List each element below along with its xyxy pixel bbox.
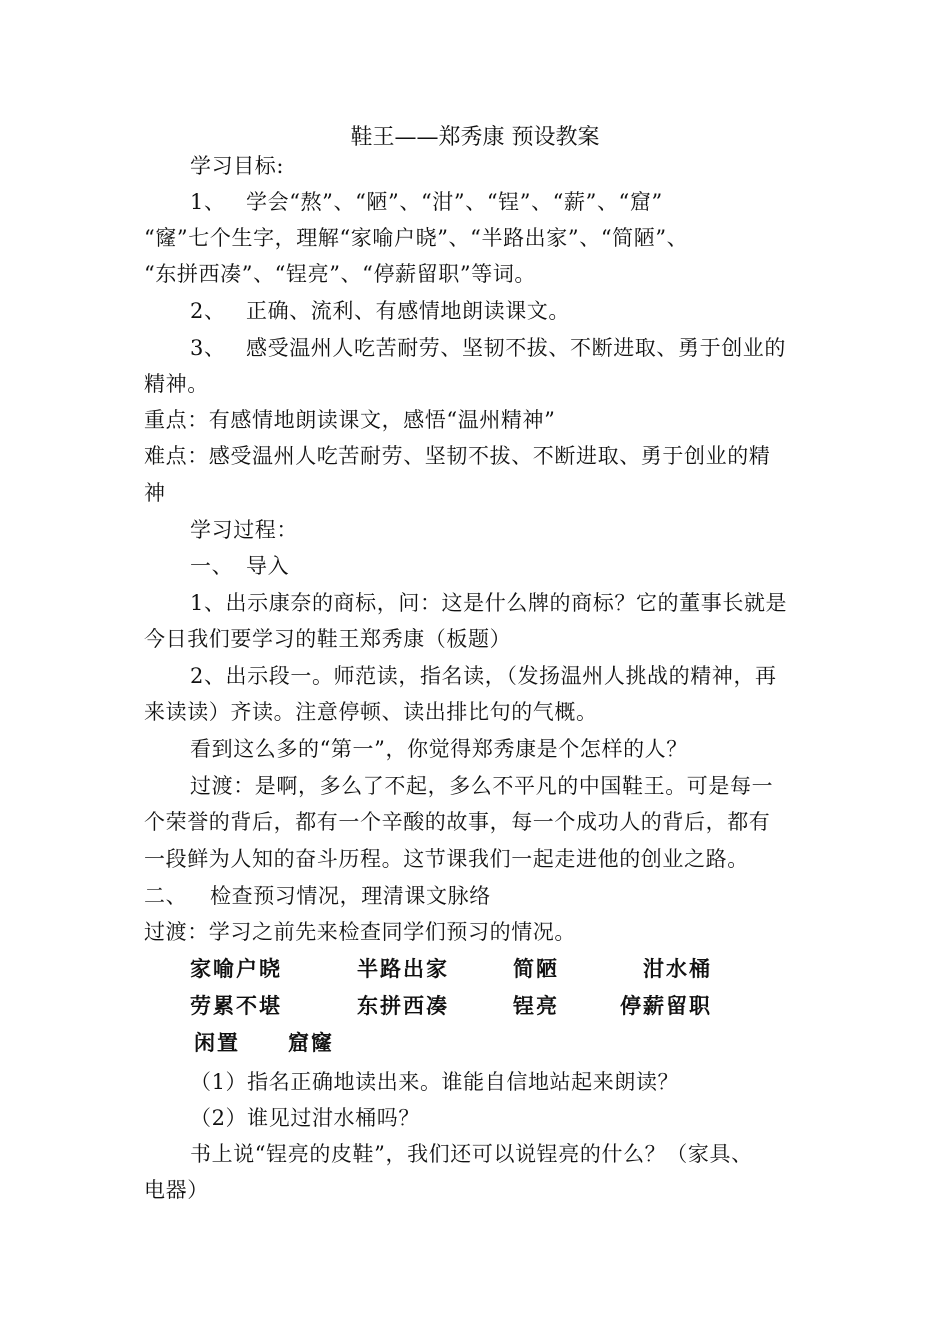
- objective-1-line-2: “窿”七个生字，理解“家喻户晓”、“半路出家”、“简陋”、: [144, 226, 689, 250]
- vocab-word: 家喻户晓: [190, 957, 282, 981]
- objective-1-line-3: “东拼西凑”、“锃亮”、“停薪留职”等词。: [144, 262, 537, 286]
- objective-3-line-2: 精神。: [144, 372, 209, 396]
- objective-3-line-1: [190, 332, 812, 362]
- vocab-word: 泔水桶: [643, 957, 712, 981]
- question-2: （2）谁见过泔水桶吗？: [190, 1106, 420, 1130]
- section-2-transition: 过渡：学习之前先来检查同学们预习的情况。: [144, 920, 576, 944]
- objective-2-text: 正确、流利、有感情地朗读课文。: [246, 299, 570, 323]
- section-1-para-4-line-1: 过渡：是啊，多么了不起，多么不平凡的中国鞋王。可是每一: [190, 774, 774, 798]
- process-heading: 学习过程：: [190, 518, 298, 542]
- objective-3-number: 3、: [190, 336, 226, 360]
- question-1: （1）指名正确地读出来。谁能自信地站起来朗读？: [190, 1070, 680, 1094]
- section-1-para-4-line-3: 一段鲜为人知的奋斗历程。这节课我们一起走进他的创业之路。: [144, 847, 749, 871]
- vocab-word: 简陋: [513, 957, 559, 981]
- objective-1-line-1: [190, 186, 812, 216]
- section-1-heading: [190, 550, 812, 580]
- vocab-word: 停薪留职: [620, 994, 712, 1018]
- question-3-line-2: 电器）: [144, 1178, 209, 1202]
- vocab-word: 劳累不堪: [190, 994, 282, 1018]
- section-1-para-2-line-2: 来读读）齐读。注意停顿、读出排比句的气概。: [144, 700, 598, 724]
- section-2-heading: [144, 880, 812, 910]
- section-1-number: 一、: [190, 554, 234, 578]
- vocab-word: 东拼西凑: [357, 994, 449, 1018]
- vocab-word: 闲置: [194, 1031, 240, 1055]
- objective-2: [190, 295, 812, 325]
- vocab-word: 半路出家: [357, 957, 449, 981]
- page-title: 鞋王——郑秀康 预设教案: [350, 125, 600, 150]
- vocab-word: 窟窿: [288, 1031, 334, 1055]
- section-1-para-1-line-1: 1、出示康奈的商标，问：这是什么牌的商标？它的董事长就是: [190, 591, 788, 615]
- key-point: 重点：有感情地朗读课文，感悟“温州精神”: [144, 408, 556, 432]
- objective-1-text: 学会“熬”、“陋”、“泔”、“锃”、“薪”、“窟”: [246, 190, 663, 214]
- question-3-line-1: 书上说“锃亮的皮鞋”，我们还可以说锃亮的什么？（家具、: [190, 1142, 753, 1166]
- section-1-para-1-line-2: 今日我们要学习的鞋王郑秀康（板题）: [144, 627, 512, 651]
- objective-1-number: 1、: [190, 190, 226, 214]
- difficulty-line-1: 难点：感受温州人吃苦耐劳、坚韧不拔、不断进取、勇于创业的精: [144, 444, 771, 468]
- section-1-para-2-line-1: 2、出示段一。师范读，指名读，（发扬温州人挑战的精神，再: [190, 664, 777, 688]
- section-2-number: 二、: [144, 884, 188, 908]
- section-1-title: 导入: [246, 554, 290, 578]
- objective-2-number: 2、: [190, 299, 226, 323]
- objectives-heading: 学习目标:: [190, 154, 285, 178]
- section-2-title: 检查预习情况，理清课文脉络: [210, 884, 491, 908]
- difficulty-line-2: 神: [144, 481, 166, 505]
- objective-3-text: 感受温州人吃苦耐劳、坚韧不拔、不断进取、勇于创业的: [246, 336, 786, 360]
- section-1-para-4-line-2: 个荣誉的背后，都有一个辛酸的故事，每一个成功人的背后，都有: [144, 810, 771, 834]
- vocab-word: 锃亮: [513, 994, 559, 1018]
- section-1-para-3: 看到这么多的“第一”，你觉得郑秀康是个怎样的人？: [190, 737, 688, 761]
